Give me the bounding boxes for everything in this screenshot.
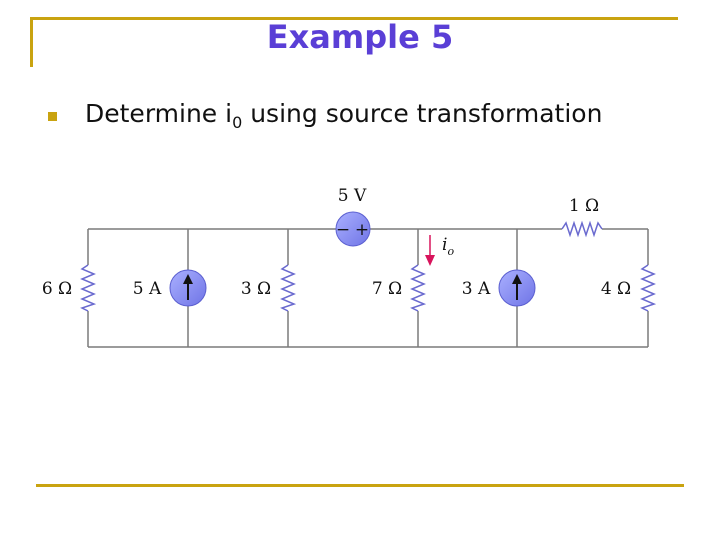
current-source-5a	[170, 270, 206, 306]
bullet-text-prefix: Determine i	[85, 99, 233, 128]
resistor-3ohm	[282, 265, 294, 311]
label-1ohm: 1 Ω	[568, 196, 600, 216]
label-5a: 5 A	[132, 279, 162, 299]
bullet-text-subscript: 0	[232, 113, 243, 132]
label-5v: 5 V	[337, 186, 367, 206]
label-io	[442, 235, 454, 258]
resistor-4ohm	[642, 265, 654, 311]
current-source-3a	[499, 270, 535, 306]
label-4ohm: 4 Ω	[600, 279, 632, 299]
bullet-text-suffix: using source transformation	[242, 99, 603, 128]
current-io-arrow	[425, 235, 435, 266]
voltage-minus-sign: −	[335, 220, 351, 240]
label-io-main: i	[442, 235, 448, 255]
voltage-source-5v	[336, 212, 370, 246]
voltage-plus-sign: +	[354, 220, 370, 240]
label-3a: 3 A	[461, 279, 491, 299]
label-3ohm: 3 Ω	[240, 279, 272, 299]
resistor-7ohm	[412, 265, 424, 311]
resistor-1ohm	[562, 223, 602, 235]
label-6ohm: 6 Ω	[41, 279, 73, 299]
resistor-6ohm	[82, 265, 94, 311]
label-7ohm: 7 Ω	[371, 279, 403, 299]
slide-title: Example 5	[266, 18, 454, 56]
arrow-down-icon	[425, 255, 435, 266]
label-io-sub: o	[447, 245, 455, 258]
